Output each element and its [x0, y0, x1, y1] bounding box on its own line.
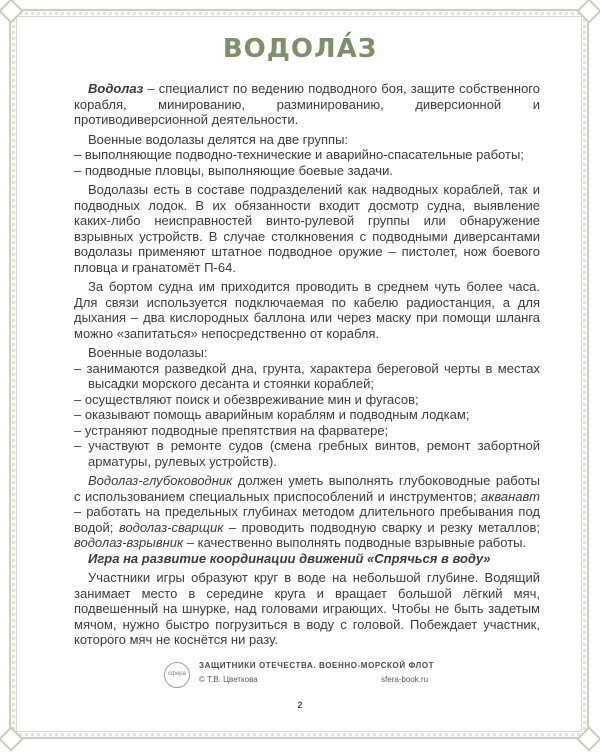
- page-number: 2: [297, 700, 303, 710]
- paragraph-specializations: Водолаз-глубоководник должен уметь выполнять глубоководные работы с использованием специальных приспособлений и инструментов; акванавт – работать на предельных глубинах методом длительного пребывания под водой; водолаз-сварщик – проводить подводную сварку и резку металлов; водолаз-взрывник – качественно выполнять подводные взрывные работы.: [74, 473, 540, 550]
- list-item: – устраняют подводные препятствия на фарватере;: [74, 423, 540, 439]
- list-item: – подводные пловцы, выполняющие боевые задачи.: [74, 163, 540, 179]
- game-description: Участники игры образуют круг в воде на небольшой глубине. Водящий занимает место в середине круга и вращает большой лёгкий мяч, подвешенный на шнурке, над головами играющих. Чтобы не быть задетым мячом, нужно быстро погрузиться в воду с головой. Побеждает участник, которого мяч не коснётся ни разу.: [74, 570, 540, 647]
- paragraph-dive-time: За бортом судна им приходится проводить в среднем чуть более часа. Для связи используется подключаемая по кабелю радиостанция, а для дыхания – два кислородных баллона или через маску при помощи шланга можно «запитаться» непосредственно от корабля.: [74, 279, 540, 341]
- footer-website: sfera-book.ru: [381, 675, 429, 684]
- list-item: – оказывают помощь аварийным кораблям и подводным лодкам;: [74, 407, 540, 423]
- paragraph-duties: Водолазы есть в составе подразделений как надводных кораблей, так и подводных лодок. В их обязанности входит досмотр судна, выявление каких-либо неисправностей винто-рулевой группы или обнаружение взрывных устройств. В случае столкновения с подводными диверсантами водолазы применяют штатное подводное оружие – пистолет, нож боевого пловца и гранатомёт П-64.: [74, 182, 540, 275]
- list-item: – осуществляют поиск и обезвреживание мин и фугасов;: [74, 392, 540, 408]
- paragraph-definition: Водолаз – специалист по ведению подводного боя, защите собственного корабля, минированию, разминированию, диверсионной и противодиверсионной деятельности.: [74, 81, 540, 127]
- game-title: Игра на развитие координации движений «Спрячься в воду»: [88, 550, 491, 566]
- footer-series-title: ЗАЩИТНИКИ ОТЕЧЕСТВА. ВОЕННО-МОРСКОЙ ФЛОТ: [199, 661, 435, 670]
- article-body: [74, 81, 540, 648]
- list-item: – выполняющие подводно-технические и аварийно-спасательные работы;: [74, 147, 540, 163]
- paragraph-duties-intro: Военные водолазы:: [88, 345, 208, 360]
- term-vodolaz: Водолаз: [88, 81, 144, 96]
- paragraph-groups-intro: Военные водолазы делятся на две группы:: [88, 131, 349, 147]
- publisher-logo-icon: сфера: [164, 662, 190, 688]
- footer-copyright: © Т.В. Цветкова: [199, 675, 258, 684]
- list-item: – занимаются разведкой дна, грунта, характера береговой черты в местах высадки морского десанта и стоянки кораблей;: [74, 361, 540, 392]
- page-title: ВОДОЛА́З: [222, 34, 378, 64]
- list-item: – участвуют в ремонте судов (смена гребных винтов, ремонт забортной арматуры, рулевых устройств).: [74, 438, 540, 469]
